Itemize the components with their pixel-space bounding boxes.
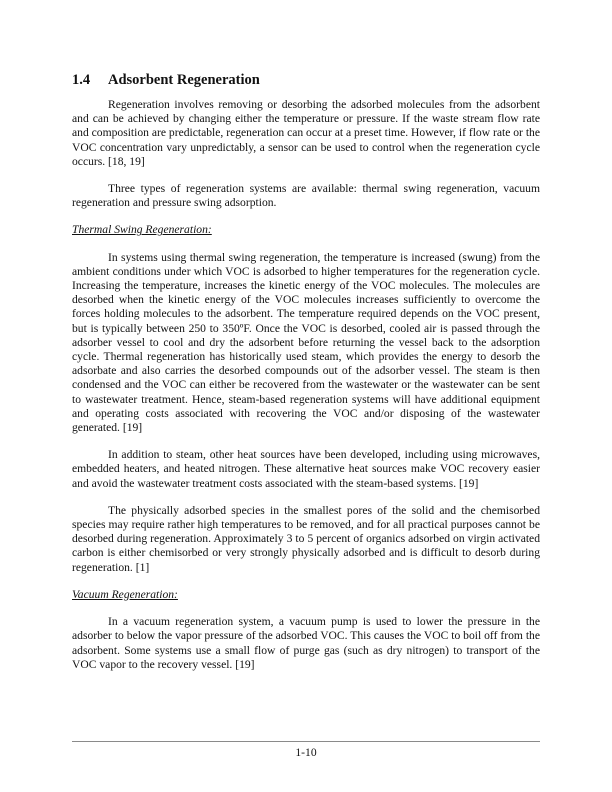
section-title: Adsorbent Regeneration xyxy=(108,72,260,88)
subheading-vacuum: Vacuum Regeneration: xyxy=(72,587,178,601)
page-number: 1-10 xyxy=(295,746,317,759)
section-heading xyxy=(72,70,542,90)
subheading-thermal-swing: Thermal Swing Regeneration: xyxy=(72,223,212,237)
paragraph-thermal-2: In addition to steam, other heat sources have been developed, including using microwaves, embedded heaters, and heated nitrogen. These alternative heat sources make VOC recovery easier and avoid the wastewater treatment costs associated with the steam-based systems. [19] xyxy=(72,448,540,490)
footer-divider xyxy=(72,741,540,742)
paragraph-thermal-1: In systems using thermal swing regeneration, the temperature is increased (swung) from the ambient conditions under which VOC is adsorbed to higher temperatures for the regeneration cycle. Increasing the temperature, increases the kinetic energy of the VOC molecules. The molecules are desorbed when the kinetic energy of the VOC molecules increases sufficiently to overcome the forces holding molecules to the adsorbent. The temperature required depends on the VOC present, but is typically between 250 to 350ºF. Once the VOC is desorbed, cooled air is passed through the adsorber vessel to cool and dry the adsorbent before returning the vessel back to the adsorption cycle. Thermal regeneration has historically used steam, which provides the energy to desorb the adsorbate and also carries the desorbed compounds out of the adsorber vessel. The steam is then condensed and the VOC can either be recovered from the wastewater or the wastewater can be sent to wastewater treatment. Hence, steam-based regeneration systems will have additional equipment and operating costs associated with recovering the VOC and/or disposing of the wastewater generated. [19] xyxy=(72,250,540,435)
body-text xyxy=(72,98,540,685)
section-number: 1.4 xyxy=(72,72,91,88)
paragraph-thermal-3: The physically adsorbed species in the smallest pores of the solid and the chemisorbed species may require rather high temperatures to be removed, and for all practical purposes cannot be desorbed during regeneration. Approximately 3 to 5 percent of organics adsorbed on virgin activated carbon is either chemisorbed or very strongly physically adsorbed and is difficult to desorb during regeneration. [1] xyxy=(72,503,540,574)
paragraph-intro: Regeneration involves removing or desorbing the adsorbed molecules from the adsorbent and can be achieved by changing either the temperature or pressure. If the waste stream flow rate and composition are predictable, regeneration can occur at a preset time. However, if flow rate or the VOC concentration vary unpredictably, a sensor can be used to control when the regeneration cycle occurs. [18, 19] xyxy=(72,98,540,168)
paragraph-vacuum-1: In a vacuum regeneration system, a vacuum pump is used to lower the pressure in the adsorber to below the vapor pressure of the adsorbed VOC. This causes the VOC to boil off from the adsorbent. Some systems use a small flow of purge gas (such as dry nitrogen) to transport of the VOC vapor to the recovery vessel. [19] xyxy=(72,615,540,671)
paragraph-regeneration-types: Three types of regeneration systems are available: thermal swing regeneration, vacuum regeneration and pressure swing adsorption. xyxy=(72,182,540,210)
